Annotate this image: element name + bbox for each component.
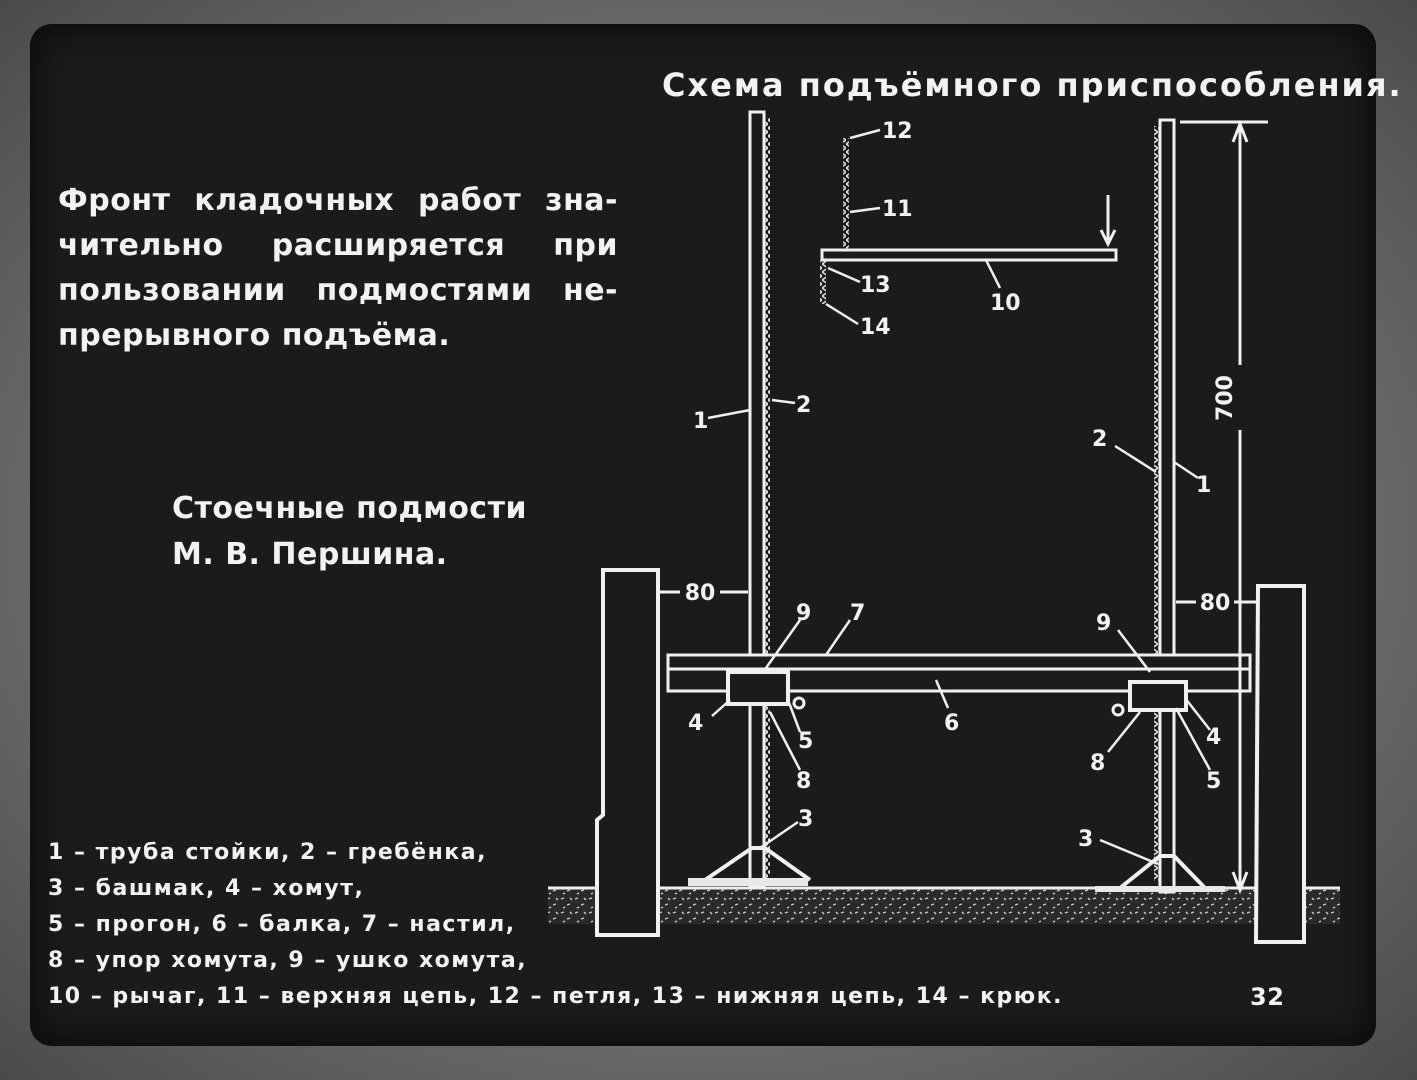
dimension-80-left: [660, 581, 748, 606]
label-8-left: 8: [796, 769, 812, 794]
dimension-700: [1180, 122, 1268, 890]
deck-assembly: [668, 655, 1250, 715]
label-2-right: 2: [1092, 427, 1108, 452]
leader-7: [826, 620, 850, 655]
right-clamp-stop: [1113, 705, 1123, 715]
right-shoe-plate: [1095, 886, 1225, 892]
leader-13: [828, 268, 860, 282]
leader-3-right: [1100, 840, 1158, 864]
label-8-right: 8: [1090, 751, 1106, 776]
label-9-right: 9: [1096, 611, 1112, 636]
lead-line: чительно расширяется при: [58, 228, 618, 263]
leader-10: [986, 260, 1000, 288]
leader-2-left: [772, 400, 795, 403]
left-post-tube: [750, 112, 764, 887]
leader-2-right: [1115, 446, 1156, 472]
label-2-left: 2: [796, 393, 812, 418]
label-11: 11: [882, 197, 913, 222]
leader-4-left: [712, 700, 730, 716]
left-wall-outline: [597, 570, 658, 935]
leader-12: [850, 130, 880, 138]
label-1-right: 1: [1196, 473, 1212, 498]
left-post: [688, 112, 810, 887]
leader-5-right: [1176, 708, 1210, 770]
left-clamp-stop: [794, 698, 804, 708]
leader-lines: [708, 130, 1210, 864]
dim-700-label: 700: [1213, 375, 1238, 421]
leader-11: [850, 208, 880, 212]
label-4-right: 4: [1206, 725, 1222, 750]
left-wall: [597, 570, 658, 935]
upper-chain: [843, 138, 849, 250]
diagram-title: Схема подъёмного приспособления.: [662, 66, 1403, 104]
gap-left-label: 80: [684, 581, 716, 606]
lead-line: пользовании подмостями не-: [58, 273, 618, 308]
dimension-80-right: [1176, 591, 1256, 616]
lever: [822, 250, 1116, 260]
leader-1-left: [708, 410, 750, 418]
ground-hatch: [548, 888, 1340, 924]
label-4-left: 4: [688, 711, 704, 736]
legend-line: 8 – упор хомута, 9 – ушко хомута,: [48, 948, 528, 973]
label-3-left: 3: [798, 807, 814, 832]
label-12: 12: [882, 119, 913, 144]
label-10: 10: [990, 291, 1021, 316]
label-13: 13: [860, 273, 891, 298]
label-5-right: 5: [1206, 769, 1222, 794]
lead-line: Фронт кладочных работ зна-: [58, 183, 618, 218]
label-14: 14: [860, 315, 891, 340]
page-number: 32: [1250, 983, 1285, 1011]
right-clamp: [1130, 682, 1186, 710]
lower-chain: [820, 260, 826, 304]
ground: [548, 888, 1340, 924]
legend-line: 3 – башмак, 4 – хомут,: [48, 876, 365, 901]
leader-1-right: [1174, 462, 1198, 478]
label-5-left: 5: [798, 729, 814, 754]
leader-14: [826, 304, 858, 324]
leader-8-right: [1108, 712, 1140, 752]
subtitle-line: Стоечные подмости: [172, 491, 527, 526]
subtitle-line: М. В. Першина.: [172, 537, 448, 572]
left-post-comb: [765, 118, 770, 878]
right-wall-outline: [1256, 586, 1304, 942]
label-9-left: 9: [796, 601, 812, 626]
gap-right-label: 80: [1199, 591, 1231, 616]
lead-line: прерывного подъёма.: [58, 318, 451, 353]
left-clamp: [728, 672, 788, 704]
deck-board: [668, 655, 1250, 669]
right-post-comb: [1154, 126, 1159, 881]
right-post-tube: [1160, 120, 1174, 892]
label-6: 6: [944, 711, 960, 736]
label-7: 7: [850, 601, 866, 626]
legend-line: 10 – рычаг, 11 – верхняя цепь, 12 – петля, 13 – нижняя цепь, 14 – крюк.: [48, 984, 1063, 1009]
legend-line: 1 – труба стойки, 2 – гребёнка,: [48, 840, 487, 865]
right-wall: [1256, 586, 1304, 942]
label-3-right: 3: [1078, 827, 1094, 852]
left-shoe-plate: [688, 878, 808, 886]
legend-line: 5 – прогон, 6 – балка, 7 – настил,: [48, 912, 516, 937]
label-1-left: 1: [693, 409, 709, 434]
